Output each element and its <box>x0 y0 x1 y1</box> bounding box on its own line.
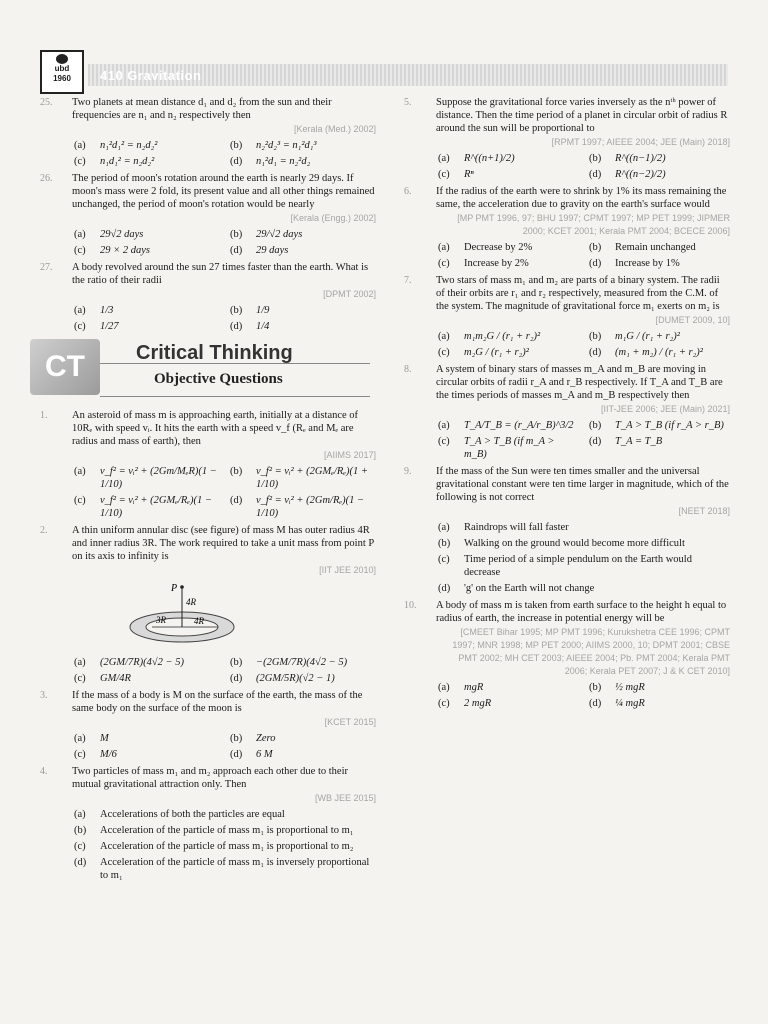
option-b <box>589 330 730 343</box>
option-label: (d) <box>589 169 602 180</box>
option-text: Rⁿ <box>464 169 474 180</box>
option-label: (c) <box>438 698 450 709</box>
option-d <box>589 168 730 181</box>
section-title: Critical Thinking <box>136 342 293 364</box>
question-10 <box>400 599 730 710</box>
option-label: (d) <box>230 321 243 332</box>
section-subtitle: Objective Questions <box>154 371 283 387</box>
logo-emblem-icon <box>56 54 68 64</box>
option-text: n₁²d₁ = n₂²d₂ <box>256 156 311 167</box>
option-text: 1/3 <box>100 305 114 316</box>
option-c <box>74 320 220 333</box>
options <box>438 681 730 710</box>
question-number: 25. <box>40 97 53 108</box>
option-label: (a) <box>74 657 86 668</box>
option-a <box>438 152 579 165</box>
question-text: If the mass of the Sun were ten times smaller and the universal gravitational constant were ten time larger in magnitude, which of the following is not correct <box>436 466 729 503</box>
question-1 <box>36 409 376 520</box>
option-c <box>438 553 730 579</box>
question-9 <box>400 465 730 595</box>
option-b <box>230 304 376 317</box>
option-label: (a) <box>438 420 450 431</box>
question-source: [Kerala (Engg.) 2002] <box>290 213 376 223</box>
option-c <box>74 672 220 685</box>
option-label: (b) <box>589 420 602 431</box>
question-source: [MP PMT 1996, 97; BHU 1997; CPMT 1997; MP PET 1999; JIPMER 2000; KCET 2001; Kerala PMT 2004; BCECE 2006] <box>457 213 730 236</box>
option-text: v_f² = vᵢ² + (2Gm/Rₑ)(1 − 1/10) <box>256 495 365 519</box>
option-text: ¼ mgR <box>615 698 645 709</box>
options <box>438 419 730 461</box>
option-text: Time period of a simple pendulum on the Earth would decrease <box>464 554 692 578</box>
question-source: [IIT JEE 2010] <box>319 565 376 575</box>
option-label: (c) <box>74 841 86 852</box>
option-text: mgR <box>464 682 484 693</box>
options <box>74 808 376 882</box>
option-a <box>74 808 376 821</box>
question-6 <box>400 185 730 270</box>
option-text: Zero <box>256 733 276 744</box>
option-c <box>438 435 579 461</box>
question-text: Two planets at mean distance d₁ and d₂ from the sun and their frequencies are n₁ and n₂ respectively then <box>72 97 332 121</box>
question-number: 4. <box>40 766 48 777</box>
question-number: 2. <box>40 525 48 536</box>
question-number: 7. <box>404 275 412 286</box>
option-c <box>74 748 220 761</box>
option-a <box>74 465 220 491</box>
option-label: (b) <box>74 825 87 836</box>
options <box>74 732 376 761</box>
option-label: (a) <box>74 466 86 477</box>
question-number: 6. <box>404 186 412 197</box>
question-26 <box>36 172 376 257</box>
logo-text-ubd: ubd <box>54 64 70 73</box>
option-text: Acceleration of the particle of mass m₁ is proportional to m₁ <box>100 825 354 836</box>
fig-label-3r: 3R <box>156 615 166 625</box>
option-text: R^((n+1)/2) <box>464 153 515 164</box>
option-text: T_A = T_B <box>615 436 663 447</box>
option-text: Walking on the ground would become more difficult <box>464 538 685 549</box>
option-d <box>230 748 376 761</box>
option-b <box>589 152 730 165</box>
option-text: m₁m₂G / (r₁ + r₂)² <box>464 331 541 342</box>
question-text: The period of moon's rotation around the earth is nearly 29 days. If moon's mass were 2 fold, its present value and all other things remained unchanged, the period of moon's rotation would be nearly <box>72 173 375 210</box>
left-column <box>36 96 376 886</box>
option-text: m₂G / (r₁ + r₂)² <box>464 347 529 358</box>
question-number: 9. <box>404 466 412 477</box>
option-b <box>230 228 376 241</box>
point-p <box>180 585 184 589</box>
option-label: (d) <box>74 857 87 868</box>
option-a <box>438 241 579 254</box>
option-text: ½ mgR <box>615 682 645 693</box>
question-text: A thin uniform annular disc (see figure) of mass M has outer radius 4R and inner radius 3R. The work required to take a unit mass from point P on its axis to infinity is <box>72 525 374 562</box>
option-text: 29√2 days <box>100 229 144 240</box>
option-text: n₂²d₂³ = n₁²d₁³ <box>256 140 317 151</box>
option-label: (c) <box>74 749 86 760</box>
option-text: 6 M <box>256 749 273 760</box>
option-label: (c) <box>74 321 86 332</box>
publisher-logo <box>40 50 84 94</box>
option-label: (a) <box>438 331 450 342</box>
question-text: If the mass of a body is M on the surface of the earth, the mass of the same body on the surface of the moon is <box>72 690 363 714</box>
option-d <box>589 435 730 461</box>
question-8 <box>400 363 730 461</box>
option-text: m₁G / (r₁ + r₂)² <box>615 331 680 342</box>
option-d <box>438 582 730 595</box>
option-label: (b) <box>230 466 243 477</box>
option-text: Accelerations of both the particles are equal <box>100 809 285 820</box>
question-source: [Kerala (Med.) 2002] <box>293 124 376 134</box>
option-text: (m₁ + m₂) / (r₁ + r₂)² <box>615 347 703 358</box>
option-a <box>74 656 220 669</box>
option-label: (d) <box>589 347 602 358</box>
option-c <box>438 346 579 359</box>
option-c <box>74 244 220 257</box>
option-text: n₁²d₁² = n₂d₂² <box>100 140 158 151</box>
question-number: 10. <box>404 600 417 611</box>
options <box>74 304 376 333</box>
option-text: R^((n−2)/2) <box>615 169 666 180</box>
question-source: [NEET 2018] <box>678 506 730 516</box>
option-b <box>589 419 730 432</box>
option-text: v_f² = vᵢ² + (2GMₑ/Rₑ)(1 − 1/10) <box>100 495 212 519</box>
question-text: A body of mass m is taken from earth surface to the height h equal to radius of earth, the increase in potential energy will be <box>436 600 727 624</box>
option-label: (b) <box>230 140 243 151</box>
option-label: (a) <box>74 809 86 820</box>
option-c <box>438 257 579 270</box>
option-d <box>589 257 730 270</box>
option-a <box>438 521 730 534</box>
option-label: (d) <box>230 245 243 256</box>
option-d <box>589 346 730 359</box>
option-label: (c) <box>438 436 450 447</box>
option-label: (c) <box>438 169 450 180</box>
option-b <box>230 465 376 491</box>
option-label: (b) <box>589 331 602 342</box>
question-text: If the radius of the earth were to shrink by 1% its mass remaining the same, the acceleration due to gravity on the earth's surface would <box>436 186 727 210</box>
option-label: (a) <box>74 140 86 151</box>
option-a <box>438 681 579 694</box>
option-label: (a) <box>438 682 450 693</box>
logo-text-year: 1960 <box>53 74 71 83</box>
options <box>74 139 376 168</box>
option-label: (c) <box>74 156 86 167</box>
option-text: v_f² = vᵢ² + (2Gm/MₑR)(1 − 1/10) <box>100 466 217 490</box>
option-text: −(2GM/7R)(4√2 − 5) <box>256 657 348 668</box>
option-text: (2GM/5R)(√2 − 1) <box>256 673 335 684</box>
option-text: T_A > T_B (if r_A > r_B) <box>615 420 724 431</box>
option-text: Increase by 2% <box>464 258 529 269</box>
option-text: 1/4 <box>256 321 270 332</box>
option-text: 1/9 <box>256 305 270 316</box>
question-3 <box>36 689 376 761</box>
question-7 <box>400 274 730 359</box>
option-text: R^((n−1)/2) <box>615 153 666 164</box>
question-number: 5. <box>404 97 412 108</box>
option-label: (b) <box>230 733 243 744</box>
option-text: 2 mgR <box>464 698 492 709</box>
options <box>74 656 376 685</box>
option-a <box>438 419 579 432</box>
question-27 <box>36 261 376 333</box>
option-label: (a) <box>438 153 450 164</box>
option-text: 29 × 2 days <box>100 245 150 256</box>
question-text: Two particles of mass m₁ and m₂ approach each other due to their mutual gravitational attraction only. Then <box>72 766 348 790</box>
question-25 <box>36 96 376 168</box>
option-b <box>230 732 376 745</box>
option-label: (b) <box>230 657 243 668</box>
option-text: 29 days <box>256 245 289 256</box>
option-b <box>438 537 730 550</box>
option-label: (b) <box>438 538 451 549</box>
option-d <box>230 244 376 257</box>
option-text: Raindrops will fall faster <box>464 522 569 533</box>
fig-label-p: P <box>171 583 178 594</box>
option-text: Acceleration of the particle of mass m₁ is inversely proportional to m₁ <box>100 857 370 881</box>
option-label: (c) <box>438 347 450 358</box>
option-text: T_A/T_B = (r_A/r_B)^3/2 <box>464 420 574 431</box>
right-column <box>400 96 730 714</box>
option-c <box>74 155 220 168</box>
option-d <box>589 697 730 710</box>
options <box>74 465 376 520</box>
question-number: 3. <box>40 690 48 701</box>
options <box>438 152 730 181</box>
question-source: [RPMT 1997; AIEEE 2004; JEE (Main) 2018] <box>551 137 730 147</box>
option-a <box>438 330 579 343</box>
question-2 <box>36 524 376 685</box>
question-source: [IIT-JEE 2006; JEE (Main) 2021] <box>600 404 730 414</box>
option-label: (a) <box>74 229 86 240</box>
question-5 <box>400 96 730 181</box>
question-source: [AIIMS 2017] <box>323 450 376 460</box>
option-text: M <box>100 733 109 744</box>
question-text: Suppose the gravitational force varies inversely as the nᵗʰ power of distance. Then the time period of a planet in circular orbit of radius R around the sun will be proportional to <box>436 97 728 134</box>
option-text: M/6 <box>100 749 117 760</box>
option-label: (b) <box>589 153 602 164</box>
question-number: 1. <box>40 410 48 421</box>
option-label: (c) <box>74 495 86 506</box>
question-source: [WB JEE 2015] <box>314 793 376 803</box>
fig-label-axis-4r: 4R <box>186 597 196 607</box>
option-label: (d) <box>230 673 243 684</box>
option-a <box>74 732 220 745</box>
option-label: (b) <box>230 229 243 240</box>
question-4 <box>36 765 376 882</box>
option-label: (d) <box>589 698 602 709</box>
question-source: [DPMT 2002] <box>323 289 376 299</box>
option-d <box>230 672 376 685</box>
option-text: 'g' on the Earth will not change <box>464 583 595 594</box>
question-source: [DUMET 2009, 10] <box>655 315 730 325</box>
option-label: (d) <box>230 156 243 167</box>
option-label: (a) <box>438 242 450 253</box>
option-b <box>589 241 730 254</box>
option-label: (c) <box>438 258 450 269</box>
option-label: (c) <box>438 554 450 565</box>
option-text: (2GM/7R)(4√2 − 5) <box>100 657 184 668</box>
options <box>438 521 730 595</box>
page-header-title: 410 Gravitation <box>100 68 202 83</box>
option-label: (b) <box>230 305 243 316</box>
question-number: 26. <box>40 173 53 184</box>
options <box>74 228 376 257</box>
option-text: GM/4R <box>100 673 131 684</box>
option-d <box>74 856 376 882</box>
options <box>438 241 730 270</box>
option-label: (a) <box>74 733 86 744</box>
annular-disc-figure <box>72 581 372 645</box>
question-source: [KCET 2015] <box>324 717 376 727</box>
critical-thinking-logo-icon: CT <box>30 339 100 395</box>
option-label: (a) <box>74 305 86 316</box>
option-label: (b) <box>589 242 602 253</box>
option-b <box>74 824 376 837</box>
option-text: n₁d₁² = n₂d₂² <box>100 156 155 167</box>
option-a <box>74 304 220 317</box>
option-a <box>74 228 220 241</box>
question-text: A system of binary stars of masses m_A and m_B are moving in circular orbits of radii r_A and r_B respectively. If T_A and T_B are the times periods of masses m_A and m_B respectively then <box>436 364 723 401</box>
option-text: Remain unchanged <box>615 242 696 253</box>
question-text: A body revolved around the sun 27 times faster than the earth. What is the ratio of their radii <box>72 262 369 286</box>
option-c <box>438 168 579 181</box>
option-text: v_f² = vᵢ² + (2GMₑ/Rₑ)(1 + 1/10) <box>256 466 368 490</box>
option-c <box>74 494 220 520</box>
option-label: (c) <box>74 245 86 256</box>
question-number: 27. <box>40 262 53 273</box>
option-text: Decrease by 2% <box>464 242 533 253</box>
option-label: (d) <box>230 749 243 760</box>
option-text: T_A > T_B (if m_A > m_B) <box>464 436 555 460</box>
question-text: An asteroid of mass m is approaching earth, initially at a distance of 10Rₑ with speed vᵢ. It hits the earth with a speed v_f (Rₑ and Mₑ are radius and mass of earth), then <box>72 410 359 447</box>
option-c <box>74 840 376 853</box>
options <box>438 330 730 359</box>
option-label: (d) <box>230 495 243 506</box>
option-a <box>74 139 220 152</box>
option-b <box>230 656 376 669</box>
question-source: [CMEET Bihar 1995; MP PMT 1996; Kurukshetra CEE 1996; CPMT 1997; MNR 1998; MP PET 2000; AIIMS 2000, 10; DPMT 2001; CBSE PMT 2002; MH CET 2003; AIEEE 2004; Pb. PMT 2004; Kerala PMT 2006; Kerala PET 2007; J & K CET 2010] <box>452 627 730 676</box>
option-d <box>230 494 376 520</box>
option-c <box>438 697 579 710</box>
question-number: 8. <box>404 364 412 375</box>
option-d <box>230 155 376 168</box>
option-label: (d) <box>438 583 451 594</box>
option-text: 1/27 <box>100 321 119 332</box>
option-b <box>230 139 376 152</box>
option-b <box>589 681 730 694</box>
question-text: Two stars of mass m₁ and m₂ are parts of a binary system. The radii of their orbits are r₁ and r₂ respectively, measured from the C.M. of the system. The magnitude of gravitational force m₁ exerts on m₂ is <box>436 275 720 312</box>
option-label: (b) <box>589 682 602 693</box>
section-banner <box>30 339 376 401</box>
option-label: (d) <box>589 436 602 447</box>
option-text: Acceleration of the particle of mass m₁ is proportional to m₂ <box>100 841 354 852</box>
option-label: (a) <box>438 522 450 533</box>
option-d <box>230 320 376 333</box>
option-text: Increase by 1% <box>615 258 680 269</box>
option-text: 29/√2 days <box>256 229 303 240</box>
option-label: (c) <box>74 673 86 684</box>
option-label: (d) <box>589 258 602 269</box>
fig-label-4r: 4R <box>194 616 204 626</box>
